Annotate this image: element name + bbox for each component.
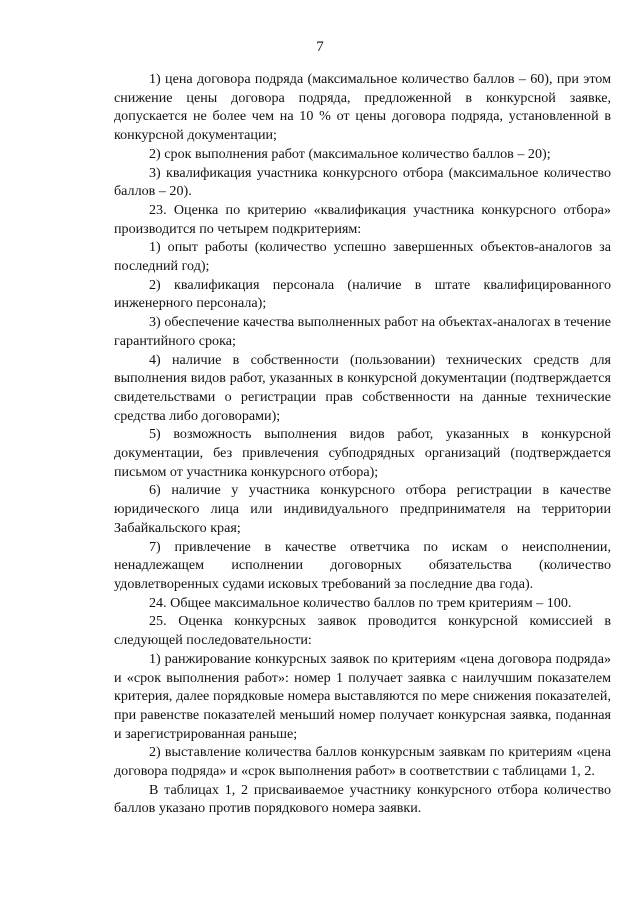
list-item-contract-price: 1) цена договора подряда (максимальное количество баллов – 60), при этом снижение цены договора подряда, предложенной в конкурсной заявке, допускается не более чем на 10 % от цены договора подряда, установленной в конкурсной документации;: [114, 71, 611, 144]
step-ranking: 1) ранжирование конкурсных заявок по критериям «цена договора подряда» и «срок выполнения работ»: номер 1 получает заявка с наилучшим показателем критерия, далее порядковые номера выставляются по мере снижения показателей, при равенстве показателей меньший номер получает конкурсная заявка, поданная и зарегистрированная раньше;: [114, 650, 611, 742]
subcriterion-regional-registration: 6) наличие у участника конкурсного отбора регистрации в качестве юридического лица или индивидуального предпринимателя на территории Забайкальского края;: [114, 482, 611, 536]
document-body: [114, 70, 611, 818]
list-item-participant-qualification: 3) квалификация участника конкурсного отбора (максимальное количество баллов – 20).: [114, 164, 611, 200]
subcriterion-work-experience: 1) опыт работы (количество успешно завершенных объектов-аналогов за последний год);: [114, 239, 611, 275]
list-item-work-deadline: 2) срок выполнения работ (максимальное количество баллов – 20);: [149, 145, 551, 162]
clause-24: 24. Общее максимальное количество баллов по трем критериям – 100.: [149, 594, 572, 611]
subcriterion-quality-assurance: 3) обеспечение качества выполненных работ на объектах-аналогах в течение гарантийного срока;: [114, 314, 611, 349]
subcriterion-staff-qualification: 2) квалификация персонала (наличие в штате квалифицированного инженерного персонала);: [114, 276, 611, 312]
subcriterion-technical-means: 4) наличие в собственности (пользовании) технических средств для выполнения видов работ, указанных в конкурсной документации (подтверждается свидетельствами о регистрации прав собственности на данные технические средства либо договорами);: [114, 351, 611, 424]
clause-25: 25. Оценка конкурсных заявок проводится конкурсной комиссией в следующей последовательности:: [114, 613, 611, 649]
step-scoring: 2) выставление количества баллов конкурсным заявкам по критериям «цена договора подряда» и «срок выполнения работ» в соответствии с таблицами 1, 2.: [114, 744, 611, 780]
subcriterion-litigation: 7) привлечение в качестве ответчика по искам о неисполнении, ненадлежащем исполнении договорных обязательства (количество удовлетворенных судами исковых требований за последние два года).: [114, 538, 611, 592]
subcriterion-no-subcontractors: 5) возможность выполнения видов работ, указанных в конкурсной документации, без привлечения субподрядных организаций (подтверждается письмом от участника конкурсного отбора);: [114, 426, 611, 480]
page-number: 7: [316, 39, 324, 55]
tables-note: В таблицах 1, 2 присваиваемое участнику конкурсного отбора количество баллов указано против порядкового номера заявки.: [114, 781, 611, 817]
clause-23: 23. Оценка по критерию «квалификация участника конкурсного отбора» производится по четырем подкритериям:: [114, 201, 611, 237]
